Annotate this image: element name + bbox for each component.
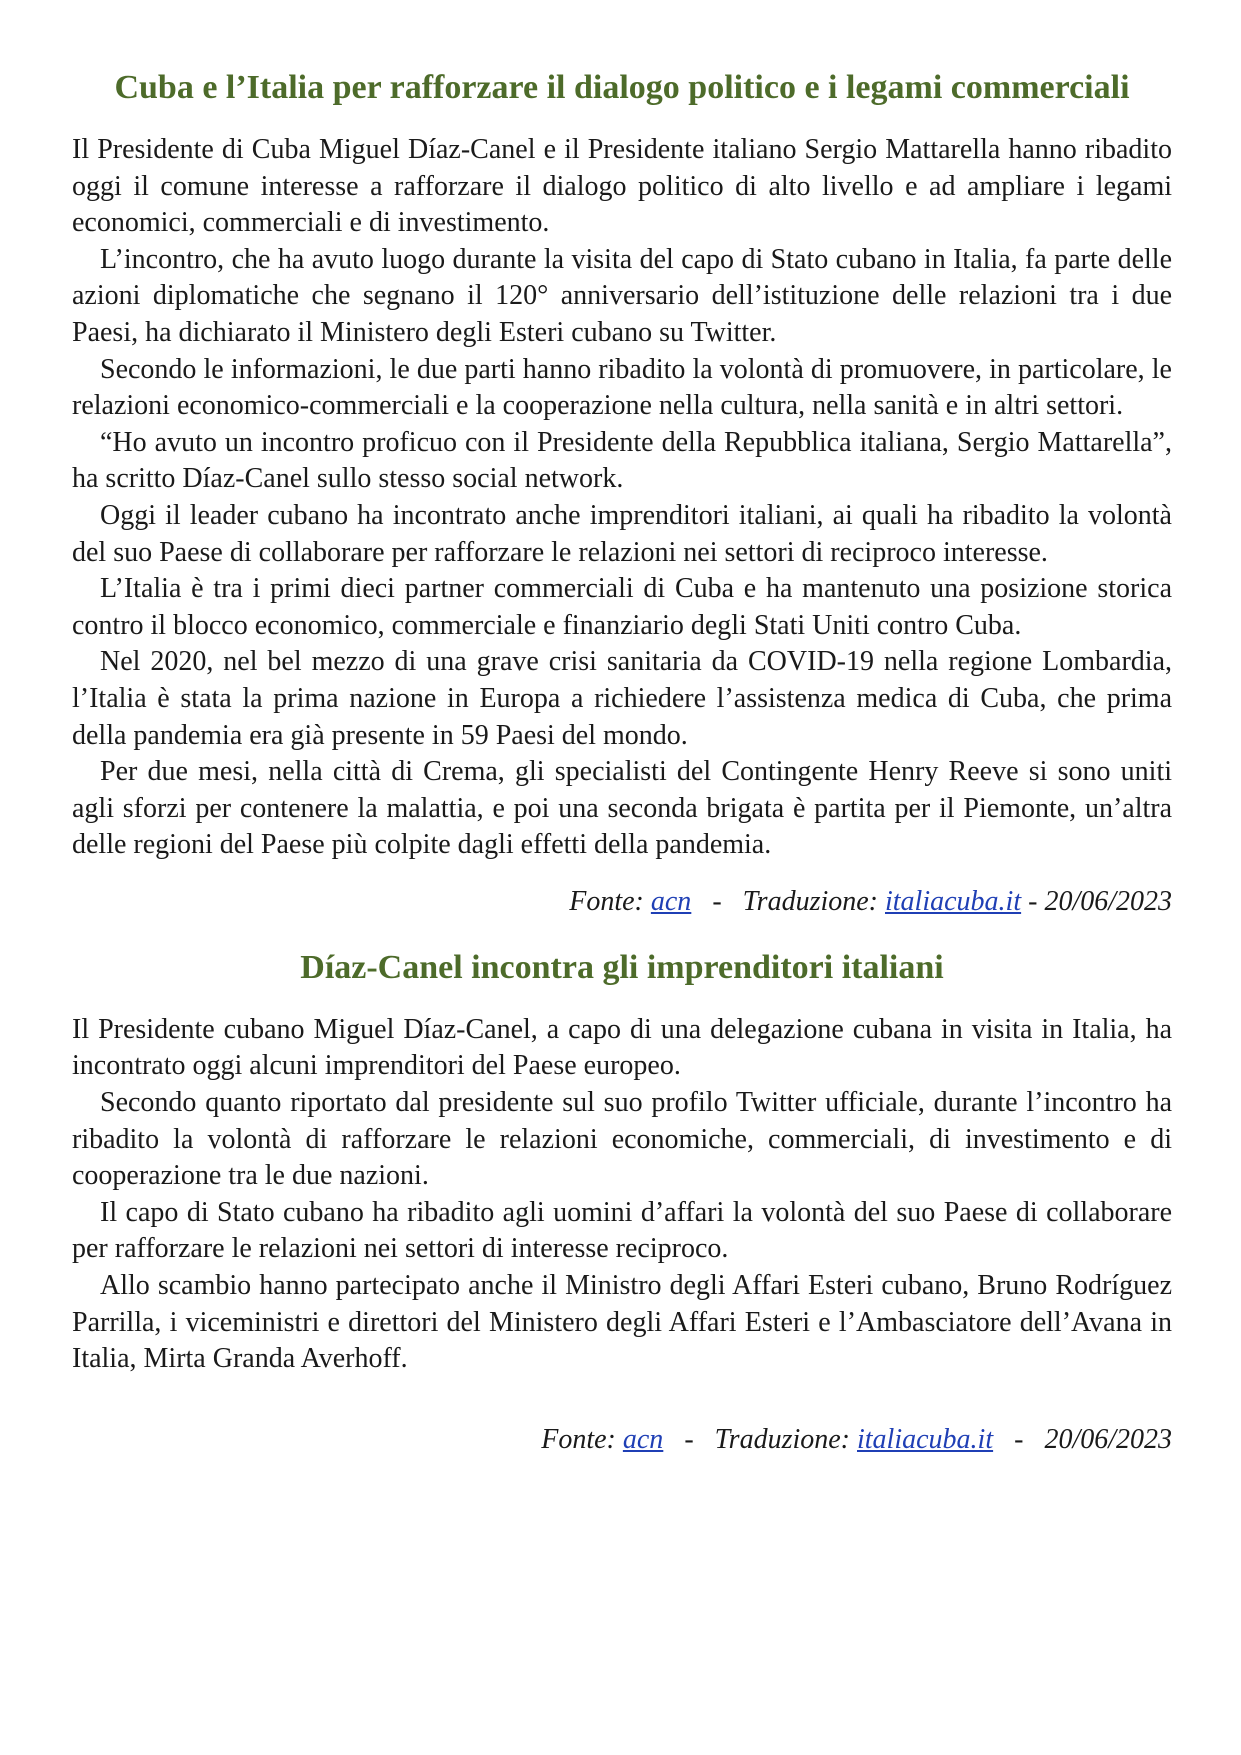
translation-label: Traduzione: <box>714 1423 857 1455</box>
separator: - <box>993 1423 1045 1455</box>
source-label: Fonte: <box>569 885 651 917</box>
source-date: 20/06/2023 <box>1044 1423 1172 1455</box>
article-paragraph: L’incontro, che ha avuto luogo durante la visita del capo di Stato cubano in Italia, fa parte delle azioni diplomatiche che segnano il 120° anniversario dell’istituzione delle relazioni tra i due Paesi, ha dichiarato il Ministero degli Esteri cubano su Twitter. <box>72 243 1172 348</box>
source-link-acn[interactable]: acn <box>650 885 692 917</box>
article-paragraph: Secondo le informazioni, le due parti hanno ribadito la volontà di promuovere, in particolare, le relazioni economico-commerciali e la cooperazione nella cultura, nella sanità e in altri settori. <box>72 353 1172 422</box>
source-link-acn[interactable]: acn <box>622 1423 664 1455</box>
translation-link-italiacuba[interactable]: italiacuba.it <box>885 885 1022 917</box>
separator: - <box>1021 885 1045 917</box>
article-paragraph: Allo scambio hanno partecipato anche il Ministro degli Affari Esteri cubano, Bruno Rodríguez Parrilla, i viceministri e direttori del Ministero degli Affari Esteri e l’Ambasciatore dell’Avana in Italia, Mirta Granda Averhoff. <box>72 1270 1172 1375</box>
article-cuba-italia <box>72 66 1172 920</box>
source-credit <box>72 1422 1172 1458</box>
article-paragraph: Il Presidente cubano Miguel Díaz-Canel, a capo di una delegazione cubana in visita in Italia, ha incontrato oggi alcuni imprenditori del Paese europeo. <box>72 1013 1172 1082</box>
article-paragraph: Nel 2020, nel bel mezzo di una grave crisi sanitaria da COVID-19 nella regione Lombardia, l’Italia è stata la prima nazione in Europa a richiedere l’assistenza medica di Cuba, che prima della pandemia era già presente in 59 Paesi del mondo. <box>72 646 1172 751</box>
article-paragraph: L’Italia è tra i primi dieci partner commerciali di Cuba e ha mantenuto una posizione storica contro il blocco economico, commerciale e finanziario degli Stati Uniti contro Cuba. <box>72 573 1172 641</box>
translation-link-italiacuba[interactable]: italiacuba.it <box>857 1423 994 1455</box>
article-paragraph: Il Presidente di Cuba Miguel Díaz-Canel e il Presidente italiano Sergio Mattarella hanno ribadito oggi il comune interesse a rafforzare il dialogo politico di alto livello e ad ampliare i legami economici, commerciali e di investimento. <box>72 134 1172 239</box>
source-label: Fonte: <box>541 1423 623 1455</box>
source-date: 20/06/2023 <box>1044 885 1172 917</box>
separator: - <box>691 885 743 917</box>
article-paragraph: Il capo di Stato cubano ha ribadito agli uomini d’affari la volontà del suo Paese di collaborare per rafforzare le relazioni nei settori di interesse reciproco. <box>72 1196 1172 1265</box>
article-paragraph: “Ho avuto un incontro proficuo con il Presidente della Repubblica italiana, Sergio Mattarella”, ha scritto Díaz-Canel sullo stesso social network. <box>72 426 1172 495</box>
article-title: Cuba e l’Italia per rafforzare il dialogo politico e i legami commerciali <box>114 69 1130 106</box>
source-credit <box>72 884 1172 920</box>
article-title: Díaz-Canel incontra gli imprenditori italiani <box>300 948 944 986</box>
translation-label: Traduzione: <box>742 885 885 917</box>
article-paragraph: Oggi il leader cubano ha incontrato anche imprenditori italiani, ai quali ha ribadito la volontà del suo Paese di collaborare per rafforzare le relazioni nei settori di reciproco interesse. <box>72 499 1172 568</box>
article-diaz-canel-imprenditori <box>72 946 1172 1458</box>
separator: - <box>663 1423 715 1455</box>
article-paragraph: Per due mesi, nella città di Crema, gli specialisti del Contingente Henry Reeve si sono uniti agli sforzi per contenere la malattia, e poi una seconda brigata è partita per il Piemonte, un’altra delle regioni del Paese più colpite dagli effetti della pandemia. <box>72 756 1172 861</box>
article-paragraph: Secondo quanto riportato dal presidente sul suo profilo Twitter ufficiale, durante l’incontro ha ribadito la volontà di rafforzare le relazioni economiche, commerciali, di investimento e di cooperazione tra le due nazioni. <box>72 1087 1172 1192</box>
document-page <box>72 66 1172 1458</box>
